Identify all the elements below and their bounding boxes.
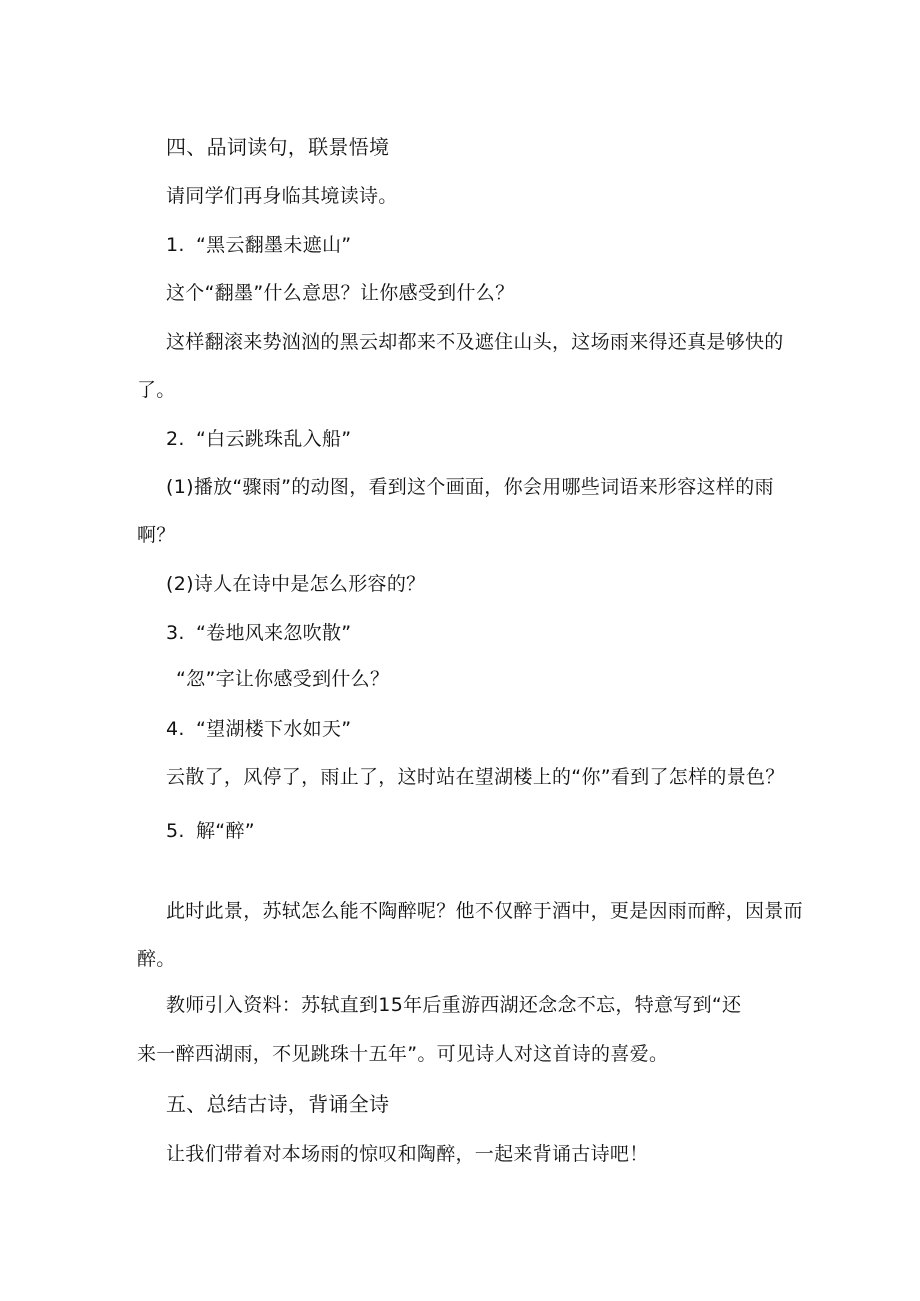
item1-number: 1.: [166, 234, 185, 256]
item5-material-line2: 来一醉西湖雨，不见跳珠十五年”。可见诗人对这首诗的喜爱。: [137, 1043, 669, 1065]
section4-heading: 四、品词读句，联景悟境: [166, 135, 390, 159]
item2-title: “白云跳珠乱入船”: [196, 428, 352, 450]
item2-title-line: [166, 426, 351, 452]
item1-title-line: [166, 232, 351, 258]
item2-q2: (2)诗人在诗中是怎么形容的？: [166, 573, 426, 595]
item1-answer-line2: 了。: [137, 379, 176, 401]
item3-question: “忽”字让你感受到什么？: [176, 668, 390, 690]
item2-q1-line1: (1)播放“骤雨”的动图，看到这个画面，你会用哪些词语来形容这样的雨: [166, 476, 774, 498]
item4-question: 云散了，风停了，雨止了，这时站在望湖楼上的“你”看到了怎样的景色？: [166, 766, 785, 788]
item4-number: 4.: [166, 718, 185, 740]
item5-title-line: [166, 818, 255, 844]
section4-intro: 请同学们再身临其境读诗。: [166, 185, 398, 207]
item5-material-line1: 教师引入资料：苏轼直到15年后重游西湖还念念不忘，特意写到“还: [166, 994, 742, 1016]
item4-title: “望湖楼下水如天”: [196, 718, 352, 740]
item3-number: 3.: [166, 622, 185, 644]
item5-text-line2: 醉。: [137, 948, 176, 970]
item3-title-line: [166, 620, 351, 646]
item5-text-line1: 此时此景，苏轼怎么能不陶醉呢？他不仅醉于酒中，更是因雨而醉，因景而: [166, 900, 803, 922]
section5-heading: 五、总结古诗，背诵全诗: [166, 1092, 390, 1116]
item5-title: 解“醉”: [196, 820, 255, 842]
item4-title-line: [166, 716, 351, 742]
item1-answer-line1: 这样翻滚来势汹汹的黑云却都来不及遮住山头，这场雨来得还真是够快的: [166, 331, 784, 353]
item3-title: “卷地风来忽吹散”: [196, 622, 352, 644]
item1-title: “黑云翻墨未遮山”: [196, 234, 352, 256]
item2-q1-line2: 啊？: [137, 524, 176, 546]
item2-number: 2.: [166, 428, 185, 450]
section5-text: 让我们带着对本场雨的惊叹和陶醉，一起来背诵古诗吧！: [166, 1143, 649, 1165]
item1-question: 这个“翻墨”什么意思？让你感受到什么？: [166, 282, 515, 304]
item5-number: 5.: [166, 820, 185, 842]
